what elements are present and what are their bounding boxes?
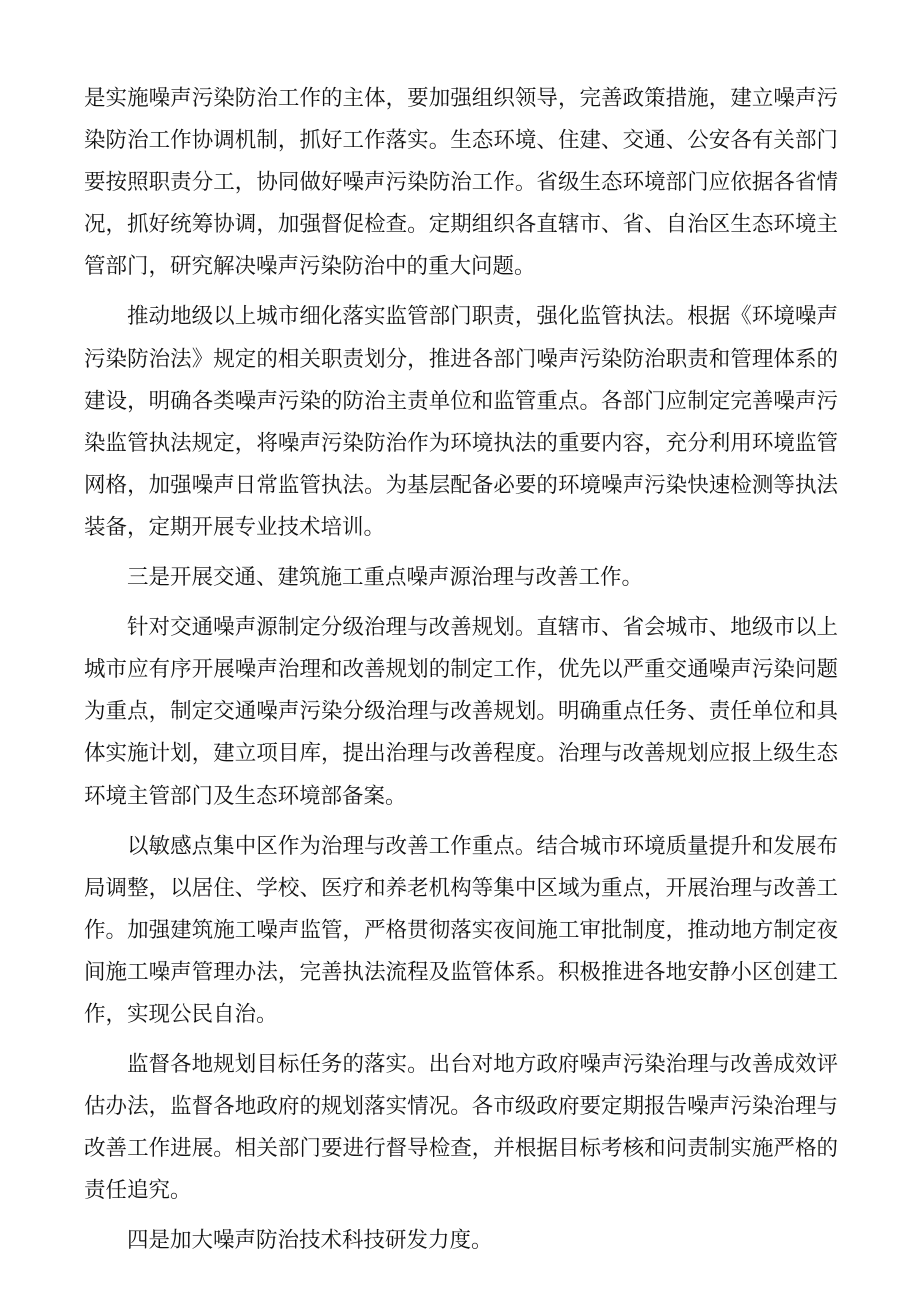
paragraph-supervision-duties: 推动地级以上城市细化落实监管部门职责，强化监管执法。根据《环境噪声污染防治法》规定的相关职责划分，推进各部门噪声污染防治职责和管理体系的建设，明确各类噪声污染的防治主责单位和监管重点。各部门应制定完善噪声污染监管执法规定，将噪声污染防治作为环境执法的重要内容，充分利用环境监管网格，加强噪声日常监管执法。为基层配备必要的环境噪声污染快速检测等执法装备，定期开展专业技术培训。 [84,304,838,540]
paragraph-traffic-noise-planning: 针对交通噪声源制定分级治理与改善规划。直辖市、省会城市、地级市以上城市应有序开展噪声治理和改善规划的制定工作，优先以严重交通噪声污染问题为重点，制定交通噪声污染分级治理与改善规划。明确重点任务、责任单位和具体实施计划，建立项目库，提出治理与改善程度。治理与改善规划应报上级生态环境主管部门及生态环境部备案。 [84,615,838,809]
paragraph-sensitive-areas: 以敏感点集中区作为治理与改善工作重点。结合城市环境质量提升和发展布局调整，以居住、学校、医疗和养老机构等集中区域为重点，开展治理与改善工作。加强建筑施工噪声监管，严格贯彻落实夜间施工审批制度，推动地方制定夜间施工噪声管理办法，完善执法流程及监管体系。积极推进各地安静小区创建工作，实现公民自治。 [84,833,838,1027]
document-body [84,78,838,1271]
section-heading-three: 三是开展交通、建筑施工重点噪声源治理与改善工作。 [127,565,644,591]
paragraph-supervise-targets: 监督各地规划目标任务的落实。出台对地方政府噪声污染治理与改善成效评估办法，监督各地政府的规划落实情况。各市级政府要定期报告噪声污染治理与改善工作进展。相关部门要进行督导检查，并根据目标考核和问责制实施严格的责任追究。 [84,1052,838,1204]
paragraph-continuation: 是实施噪声污染防治工作的主体，要加强组织领导，完善政策措施，建立噪声污染防治工作协调机制，抓好工作落实。生态环境、住建、交通、公安各有关部门要按照职责分工，协同做好噪声污染防治工作。省级生态环境部门应依据各省情况，抓好统筹协调，加强督促检查。定期组织各直辖市、省、自治区生态环境主管部门，研究解决噪声污染防治中的重大问题。 [84,86,838,280]
section-heading-four: 四是加大噪声防治技术科技研发力度。 [127,1228,493,1254]
